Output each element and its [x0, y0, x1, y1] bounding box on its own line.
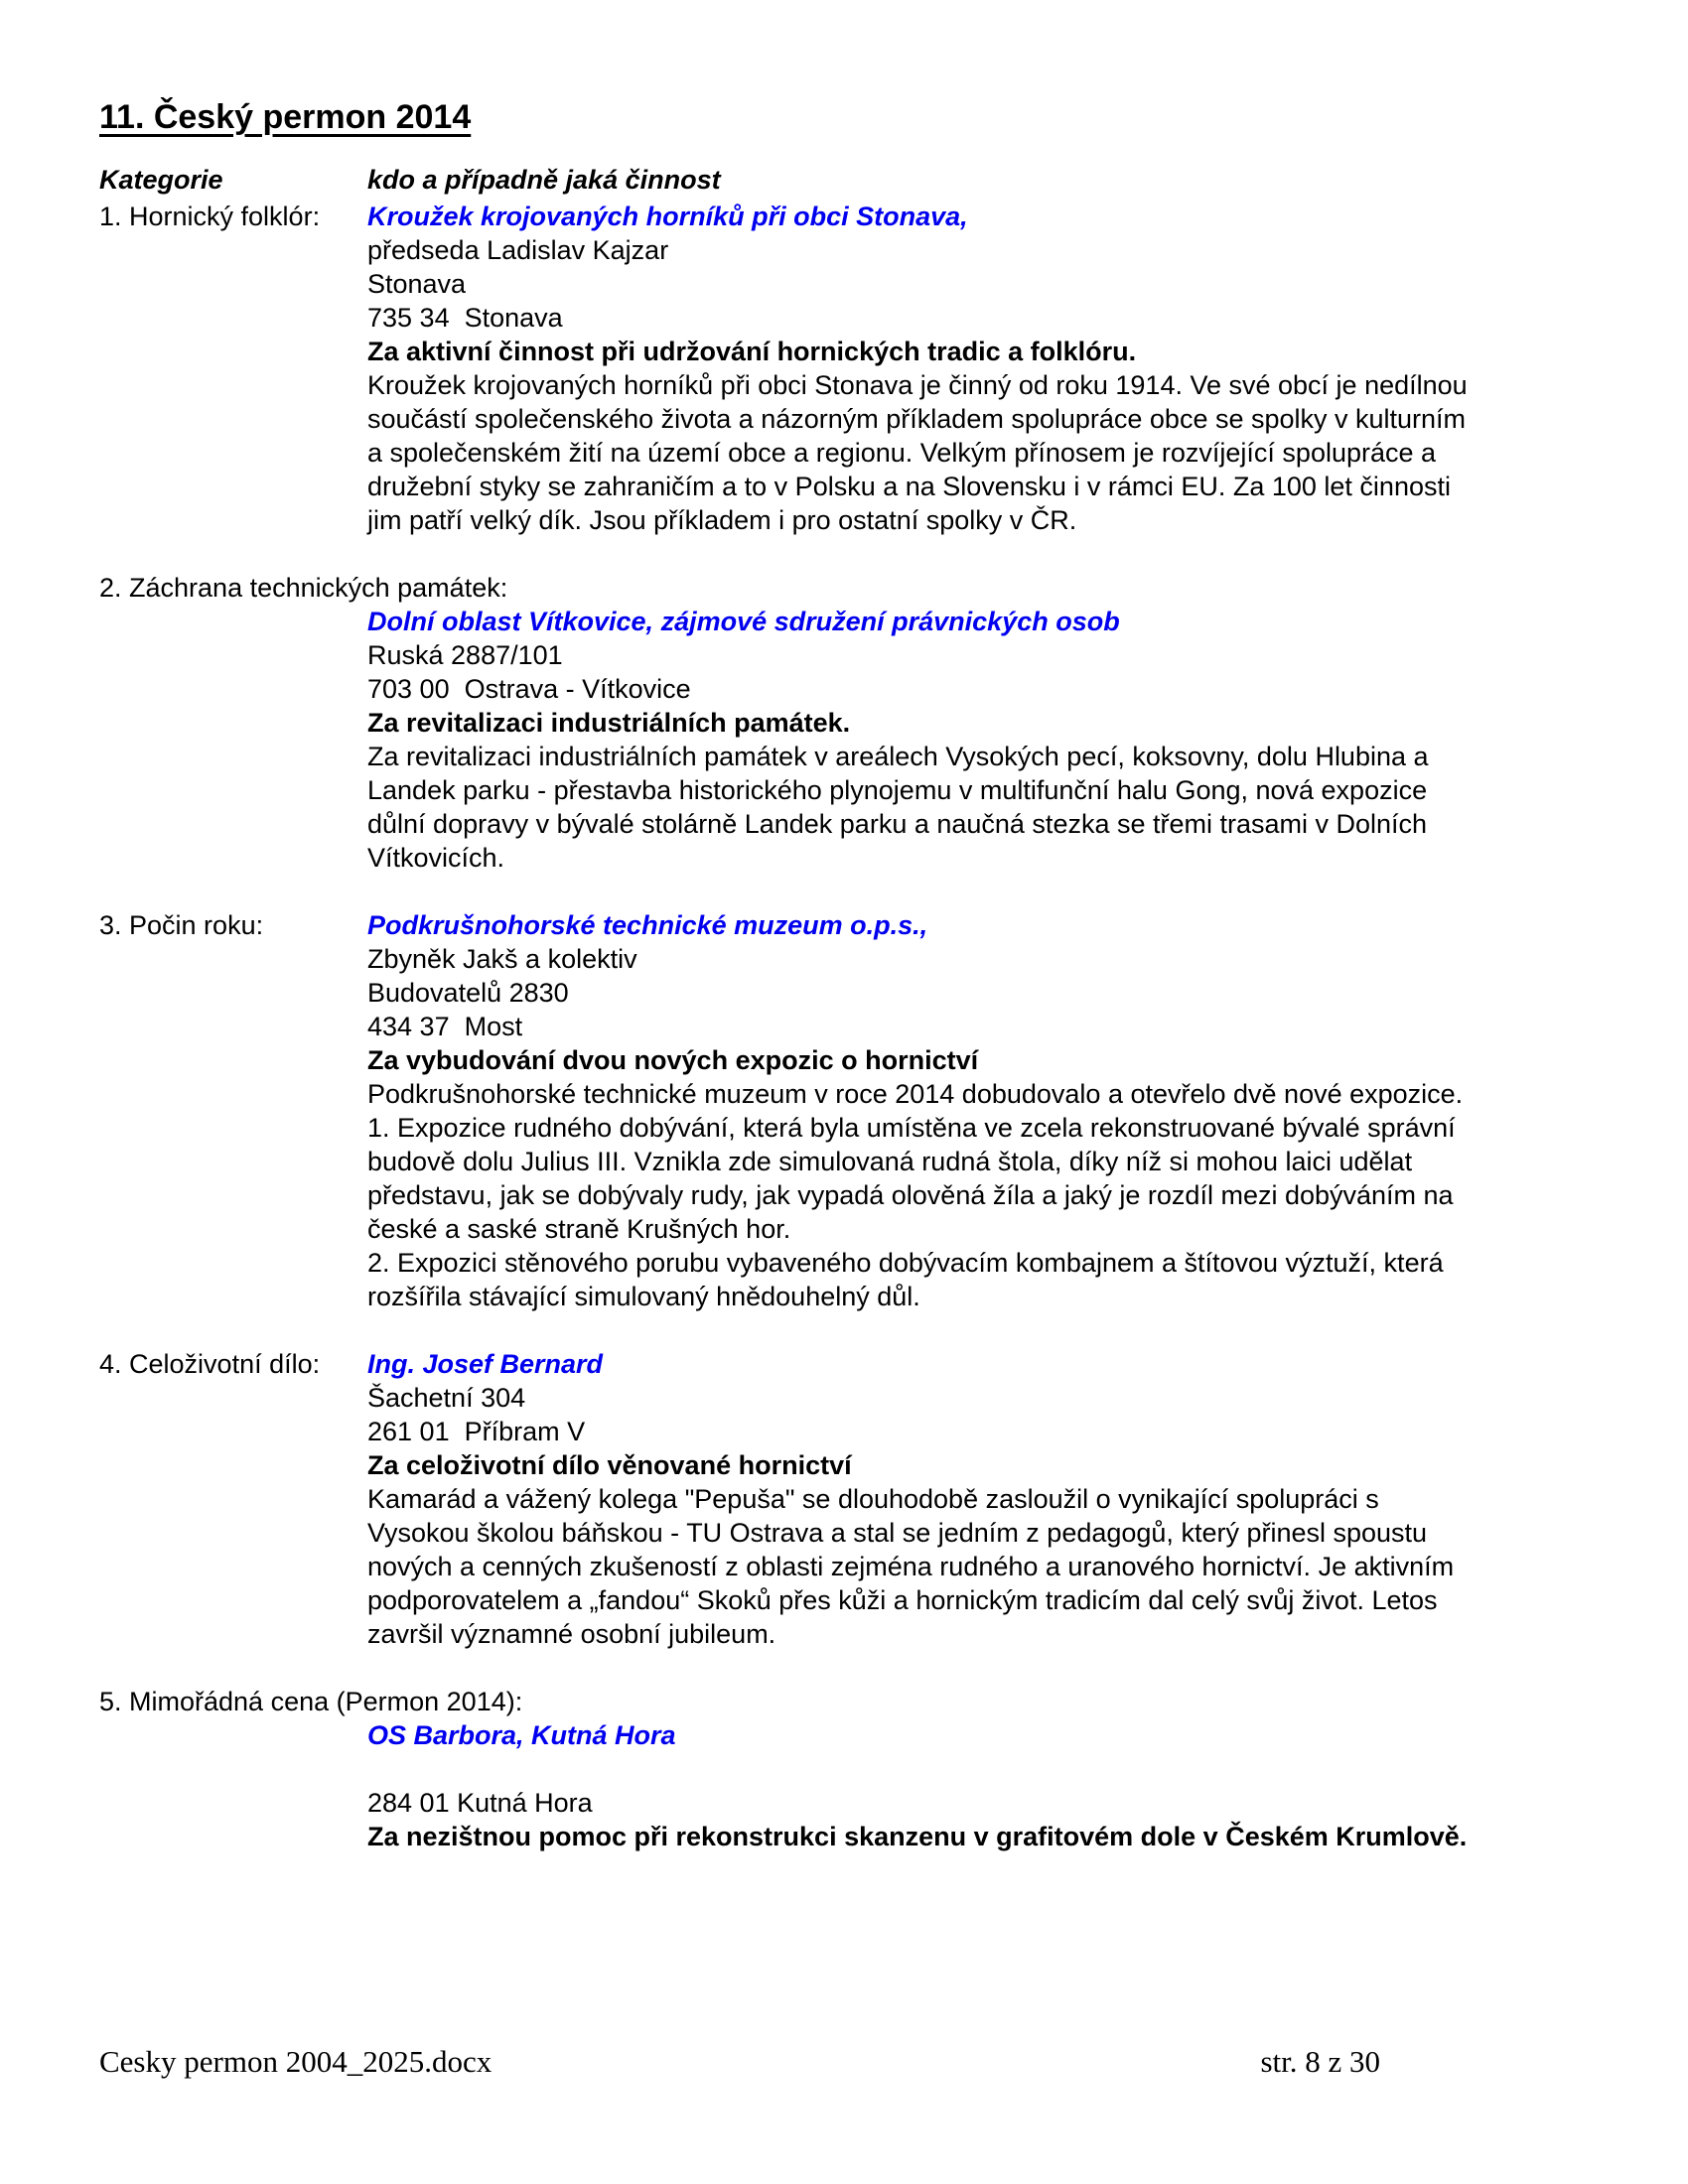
category-5-body [367, 1718, 1479, 1853]
address-line: předseda Ladislav Kajzar [367, 235, 669, 265]
award-description: Za revitalizaci industriálních památek v areálech Vysokých pecí, koksovny, dolu Hlubina a Landek parku - přestavba historického plynojemu v multifunční halu Gong, nová expozice důlní dopravy v bývalé stolárně Landek parku a naučná stezka se třemi trasami v Dolních Vítkovicích. [367, 742, 1437, 873]
recipient-name: Ing. Josef Bernard [367, 1349, 604, 1379]
category-1 [99, 200, 1479, 537]
page-title: 11. Český permon 2014 [99, 98, 472, 136]
category-3-body [367, 908, 1479, 1313]
category-3-label: 3. Počin roku: [99, 910, 264, 940]
address-line: 703 00 Ostrava - Vítkovice [367, 674, 691, 704]
category-1-body [367, 200, 1479, 537]
category-3 [99, 908, 1479, 1313]
address-line: Zbyněk Jakš a kolektiv [367, 944, 637, 974]
category-4 [99, 1347, 1479, 1651]
address-line: 261 01 Příbram V [367, 1417, 586, 1446]
award-citation: Za revitalizaci industriálních památek. [367, 708, 851, 738]
footer-page-number: str. 8 z 30 [1260, 2044, 1380, 2079]
category-4-body [367, 1347, 1479, 1651]
award-description: Kroužek krojovaných horníků při obci Stonava je činný od roku 1914. Ve své obcí je nedílnou součástí společenského života a názorným příkladem spolupráce obce se spolky v kulturním a společenském žití na území obce a regionu. Velkým přínosem je rozvíjející spolupráce a družební styky se zahraničím a to v Polsku a na Slovensku i v rámci EU. Za 100 let činnosti jim patří velký dík. Jsou příkladem i pro ostatní spolky v ČR. [367, 370, 1476, 535]
category-5-label: 5. Mimořádná cena (Permon 2014): [99, 1687, 523, 1716]
address-line: Šachetní 304 [367, 1383, 526, 1413]
address-line: Stonava [367, 269, 467, 299]
award-description: 1. Expozice rudného dobývání, která byla umístěna ve zcela rekonstruované bývalé správní budově dolu Julius III. Vznikla zde simulovaná rudná štola, díky níž si mohou laici udělat představu, jak se dobývaly rudy, jak vypadá olověná žíla a jaký je rozdíl mezi dobýváním na české a saské straně Krušných hor. [367, 1113, 1464, 1244]
award-description: 2. Expozici stěnového porubu vybaveného dobývacím kombajnem a štítovou výztuží, která rozšířila stávající simulovaný hnědouhelný důl. [367, 1248, 1452, 1311]
table-header-row [99, 163, 1479, 197]
award-citation: Za nezištnou pomoc při rekonstrukci skanzenu v grafitovém dole v Českém Krumlově. [367, 1822, 1468, 1851]
footer-filename: Cesky permon 2004_2025.docx [99, 2044, 492, 2079]
recipient-name: Kroužek krojovaných horníků při obci Stonava, [367, 202, 968, 231]
column-header-kdo: kdo a případně jaká činnost [367, 165, 721, 195]
document-content [99, 95, 1479, 1853]
award-citation: Za vybudování dvou nových expozic o hornictví [367, 1045, 979, 1075]
recipient-name: Dolní oblast Vítkovice, zájmové sdružení právnických osob [367, 607, 1120, 636]
column-header-kategorie: Kategorie [99, 165, 223, 195]
address-line: 434 37 Most [367, 1012, 523, 1041]
category-4-label: 4. Celoživotní dílo: [99, 1349, 321, 1379]
address-line: 735 34 Stonava [367, 303, 563, 333]
address-line: 284 01 Kutná Hora [367, 1788, 593, 1818]
blank-line [367, 1752, 1479, 1786]
recipient-name: Podkrušnohorské technické muzeum o.p.s., [367, 910, 928, 940]
category-2 [99, 571, 1479, 875]
award-citation: Za celoživotní dílo věnované hornictví [367, 1450, 852, 1480]
page-footer [99, 2043, 1380, 2081]
address-line: Ruská 2887/101 [367, 640, 563, 670]
category-5 [99, 1685, 1479, 1853]
award-description: Podkrušnohorské technické muzeum v roce 2014 dobudovalo a otevřelo dvě nové expozice. [367, 1079, 1464, 1109]
award-citation: Za aktivní činnost při udržování hornických tradic a folklóru. [367, 337, 1137, 366]
category-2-body [367, 605, 1479, 875]
category-2-label: 2. Záchrana technických památek: [99, 573, 508, 603]
category-1-label: 1. Hornický folklór: [99, 202, 321, 231]
award-description: Kamarád a vážený kolega "Pepuša" se dlouhodobě zasloužil o vynikající spolupráci s Vysokou školou báňskou - TU Ostrava a stal se jedním z pedagogů, který přinesl spoustu nových a cenných zkušeností z oblasti zejména rudného a uranového hornictví. Je aktivním podporovatelem a „fandou“ Skoků přes kůži a hornickým tradicím dal celý svůj život. Letos završil významné osobní jubileum. [367, 1484, 1462, 1649]
address-line: Budovatelů 2830 [367, 978, 569, 1008]
recipient-name: OS Barbora, Kutná Hora [367, 1720, 676, 1750]
